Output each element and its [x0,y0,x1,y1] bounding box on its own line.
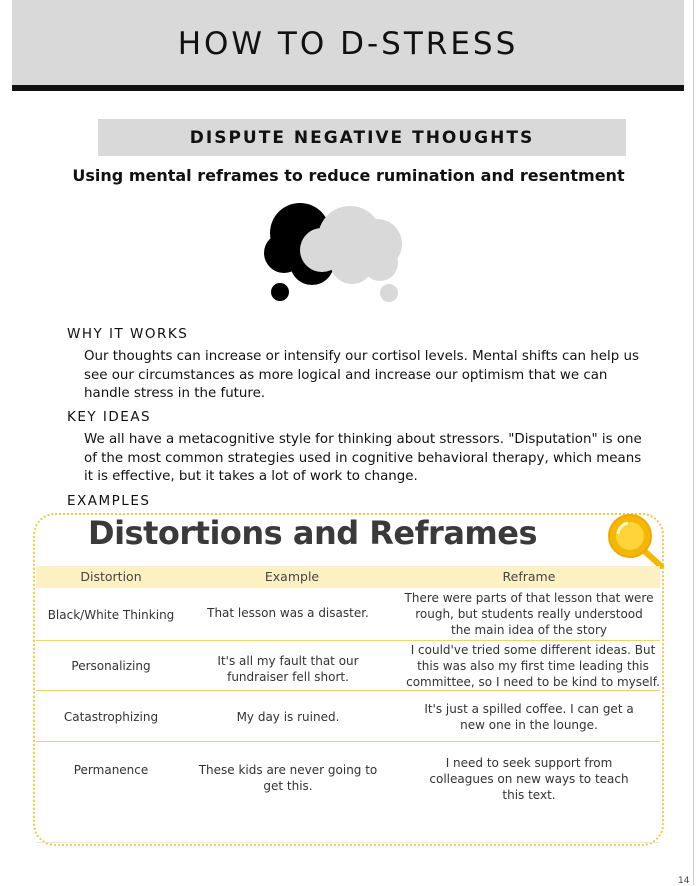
table-bottom-rule [36,842,660,843]
page-number: 14 [678,876,690,886]
table-cell-distortion: Catastrophizing [63,710,159,724]
examples-title: Distortions and Reframes [88,514,538,552]
table-cell-distortion: Black/White Thinking [47,608,175,622]
table-header [36,566,660,588]
table-cell-reframe: I need to seek support from colleagues on new ways to teach this text. [429,756,629,802]
key-ideas-text: We all have a metacognitive style for thinking about stressors. "Disputation" is one of the most common strategies used in cognitive behavioral therapy, which means it is effective, but it takes a lot of work to change. [84,432,642,484]
key-ideas-heading: KEY IDEAS [67,409,152,425]
table-cell-example: That lesson was a disaster. [207,606,369,620]
section-title: DISPUTE NEGATIVE THOUGHTS [189,128,535,148]
row-divider [36,640,660,641]
column-header-example: Example [264,569,320,584]
magnifier-icon [603,508,667,572]
table-cell-reframe: There were parts of that lesson that were rough, but students really understood the main idea of the story [404,591,654,637]
table-cell-example: These kids are never going to get this. [198,763,378,793]
table-cell-distortion: Permanence [73,763,149,777]
header-divider [12,85,684,91]
table-cell-reframe: It's just a spilled coffee. I can get a new one in the lounge. [424,702,634,732]
page-header [12,0,684,85]
table-cell-distortion: Personalizing [71,659,151,673]
why-it-works-text: Our thoughts can increase or intensify our cortisol levels. Mental shifts can help us see our circumstances as more logical and increase our optimism that we can handle stress in the future. [84,349,639,401]
row-divider [36,690,660,691]
table-cell-example: My day is ruined. [236,710,340,724]
page-edge [693,0,694,885]
column-header-distortion: Distortion [80,569,142,584]
section-bar [98,119,626,156]
table-cell-reframe: I could've tried some different ideas. But this was also my first time leading this committee, so I need to be kind to myself. [406,643,660,689]
column-header-reframe: Reframe [502,569,556,584]
row-divider [36,741,660,742]
thought-cloud-icon [262,198,412,308]
page-title: HOW TO D-STRESS [177,26,519,62]
section-subtitle: Using mental reframes to reduce rumination and resentment [72,166,625,185]
table-cell-example: It's all my fault that our fundraiser fell short. [217,654,359,684]
examples-heading: EXAMPLES [67,493,151,509]
why-it-works-heading: WHY IT WORKS [67,326,189,342]
